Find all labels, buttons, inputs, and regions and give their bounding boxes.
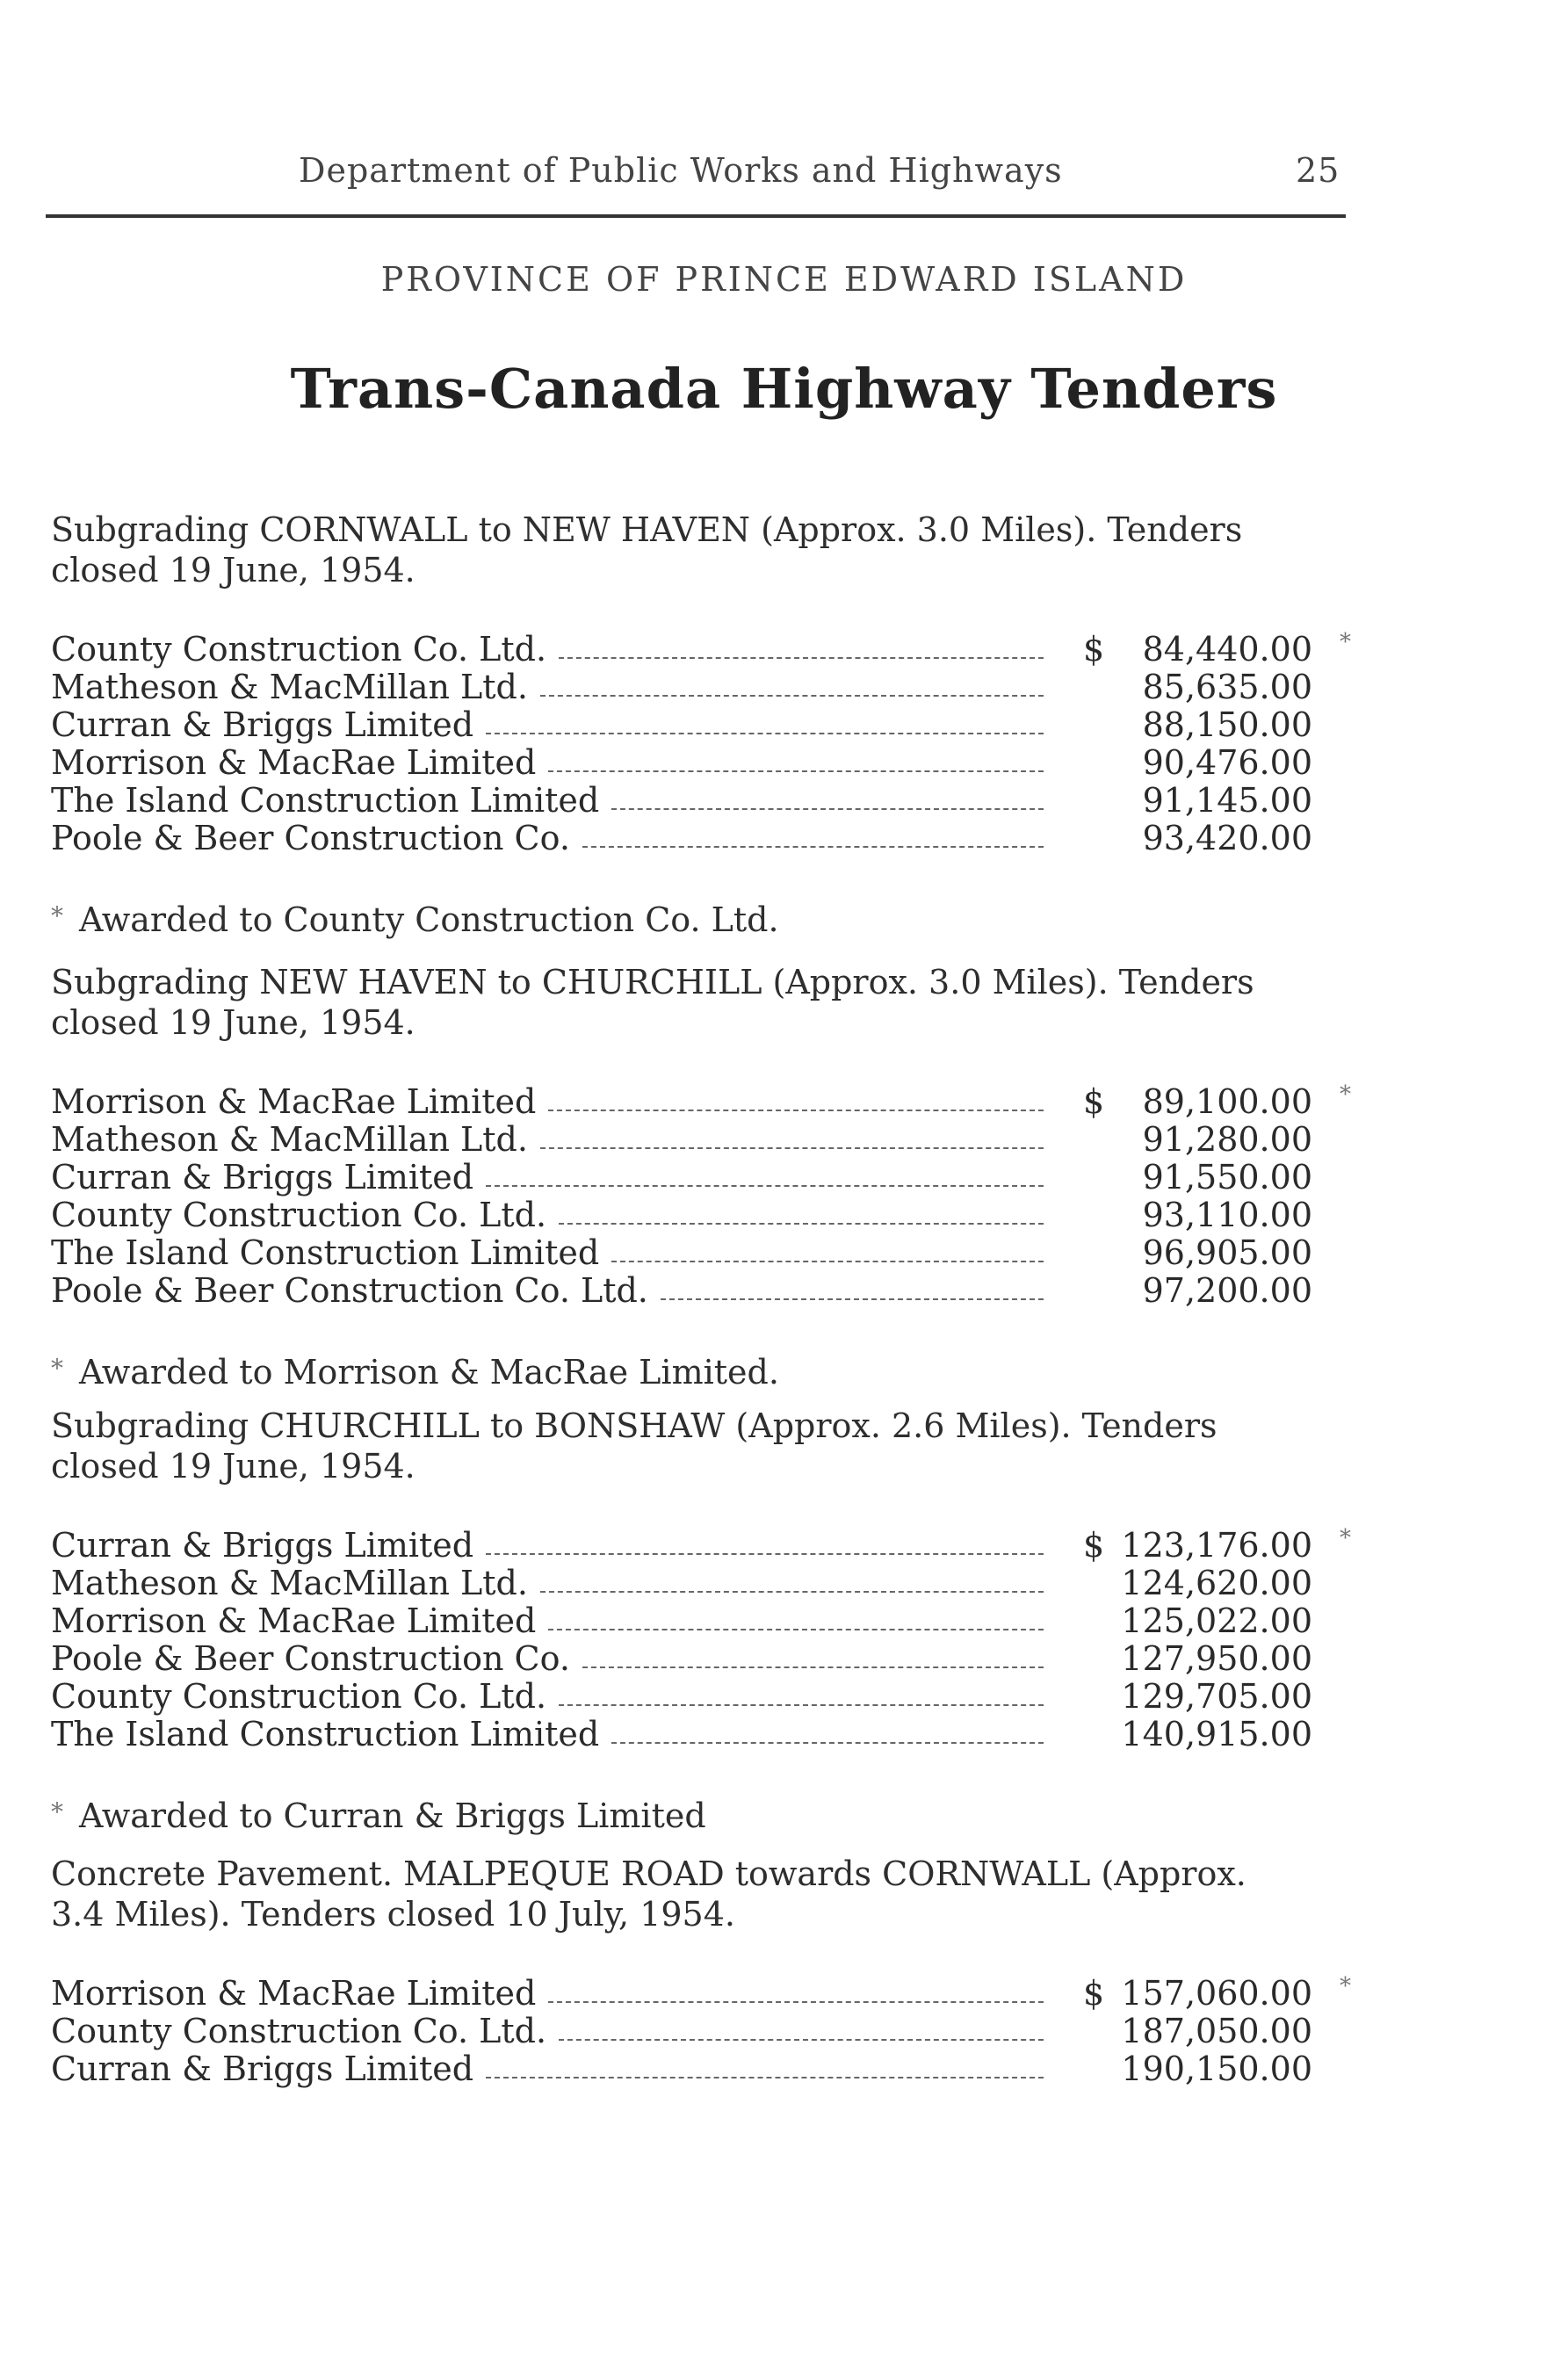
tender-row	[51, 744, 1351, 782]
tender-amount: 85,635.00	[1142, 668, 1312, 706]
dot-leader	[548, 2001, 1044, 2003]
dot-leader	[611, 808, 1044, 810]
tender-amount: 84,440.00	[1142, 630, 1312, 669]
dot-leader	[559, 2039, 1044, 2041]
tender-section	[51, 1854, 1351, 2088]
running-title: Department of Public Works and Highways	[299, 151, 1063, 190]
award-note	[51, 1348, 1351, 1392]
description-line: Subgrading CHURCHILL to BONSHAW (Approx. 2.6 Miles). Tenders	[51, 1406, 1218, 1445]
section-description	[51, 1406, 1351, 1486]
dot-leader	[582, 846, 1044, 848]
tender-amount: 157,060.00	[1121, 1974, 1312, 2013]
award-note	[51, 896, 1351, 940]
dollar-sign: $	[1083, 1974, 1105, 2013]
tender-amount: 125,022.00	[1121, 1601, 1312, 1640]
tender-section	[51, 510, 1351, 940]
tender-row	[51, 1121, 1351, 1159]
tender-amount: 127,950.00	[1121, 1639, 1312, 1678]
company-name: County Construction Co. Ltd.	[51, 1677, 547, 1716]
description-line: Subgrading NEW HAVEN to CHURCHILL (Approx. 3.0 Miles). Tenders	[51, 963, 1254, 1001]
tender-row	[51, 2013, 1351, 2050]
tender-amount: 91,550.00	[1142, 1158, 1312, 1196]
tender-row	[51, 2050, 1351, 2088]
tender-amount: 140,915.00	[1121, 1715, 1312, 1753]
tender-amount: 89,100.00	[1142, 1082, 1312, 1121]
description-line: closed 19 June, 1954.	[51, 551, 415, 589]
tender-section	[51, 1406, 1351, 1836]
company-name: Curran & Briggs Limited	[51, 2050, 474, 2088]
tender-amount: 123,176.00	[1121, 1526, 1312, 1565]
page-title: Trans-Canada Highway Tenders	[290, 357, 1278, 421]
tender-list	[51, 1975, 1351, 2088]
award-star-marker: *	[1340, 1081, 1351, 1108]
tender-row	[51, 1716, 1351, 1753]
dot-leader	[540, 695, 1044, 697]
award-star-marker: *	[1340, 1973, 1351, 1999]
tender-row	[51, 1083, 1351, 1121]
tender-amount: 187,050.00	[1121, 2012, 1312, 2050]
dot-leader	[582, 1666, 1044, 1668]
dot-leader	[540, 1147, 1044, 1149]
page-number: 25	[1296, 151, 1340, 190]
dot-leader	[486, 733, 1044, 734]
company-name: The Island Construction Limited	[51, 1233, 600, 1272]
dot-leader	[540, 1591, 1044, 1593]
section-description	[51, 510, 1351, 590]
tender-row	[51, 820, 1351, 857]
tender-row	[51, 1640, 1351, 1678]
company-name: Poole & Beer Construction Co.	[51, 1639, 570, 1678]
award-star-marker: *	[1340, 629, 1351, 655]
tender-row	[51, 669, 1351, 706]
tender-amount: 96,905.00	[1142, 1233, 1312, 1272]
section-description	[51, 962, 1351, 1043]
tender-row	[51, 1527, 1351, 1565]
tender-row	[51, 1602, 1351, 1640]
tender-list	[51, 1527, 1351, 1753]
dot-leader	[559, 1704, 1044, 1706]
dot-leader	[611, 1261, 1044, 1262]
tender-amount: 91,145.00	[1142, 781, 1312, 820]
dollar-sign: $	[1083, 1526, 1105, 1565]
tender-row	[51, 1975, 1351, 2013]
dot-leader	[548, 1110, 1044, 1111]
company-name: Morrison & MacRae Limited	[51, 1974, 537, 2013]
description-line: 3.4 Miles). Tenders closed 10 July, 1954.	[51, 1895, 735, 1934]
dot-leader	[559, 1223, 1044, 1225]
company-name: Poole & Beer Construction Co.	[51, 819, 570, 857]
tender-amount: 93,110.00	[1142, 1196, 1312, 1234]
company-name: Curran & Briggs Limited	[51, 1158, 474, 1196]
tender-amount: 91,280.00	[1142, 1120, 1312, 1159]
tender-amount: 90,476.00	[1142, 743, 1312, 782]
award-note-star: *	[51, 1797, 63, 1826]
section-description	[51, 1854, 1351, 1934]
award-text: Awarded to Curran & Briggs Limited	[79, 1796, 706, 1835]
tender-row	[51, 631, 1351, 669]
tender-row	[51, 1565, 1351, 1602]
tender-row	[51, 1678, 1351, 1716]
company-name: Morrison & MacRae Limited	[51, 743, 537, 782]
company-name: Curran & Briggs Limited	[51, 1526, 474, 1565]
award-text: Awarded to Morrison & MacRae Limited.	[79, 1353, 779, 1392]
dot-leader	[559, 657, 1044, 659]
tender-amount: 97,200.00	[1142, 1271, 1312, 1310]
award-text: Awarded to County Construction Co. Ltd.	[79, 900, 779, 939]
description-line: closed 19 June, 1954.	[51, 1003, 415, 1042]
company-name: County Construction Co. Ltd.	[51, 2012, 547, 2050]
award-note-star: *	[51, 901, 63, 930]
tender-row	[51, 1234, 1351, 1272]
description-line: Subgrading CORNWALL to NEW HAVEN (Approx. 3.0 Miles). Tenders	[51, 510, 1243, 549]
description-line: Concrete Pavement. MALPEQUE ROAD towards CORNWALL (Approx.	[51, 1854, 1246, 1893]
company-name: Morrison & MacRae Limited	[51, 1601, 537, 1640]
award-note	[51, 1792, 1351, 1836]
header-rule	[46, 214, 1346, 218]
dot-leader	[486, 2077, 1044, 2078]
company-name: The Island Construction Limited	[51, 781, 600, 820]
dot-leader	[486, 1553, 1044, 1555]
company-name: County Construction Co. Ltd.	[51, 630, 547, 669]
description-line: closed 19 June, 1954.	[51, 1447, 415, 1486]
tender-row	[51, 1159, 1351, 1196]
tender-row	[51, 1196, 1351, 1234]
dot-leader	[548, 1629, 1044, 1630]
company-name: County Construction Co. Ltd.	[51, 1196, 547, 1234]
dollar-sign: $	[1083, 1082, 1105, 1121]
tender-row	[51, 1272, 1351, 1310]
tender-row	[51, 706, 1351, 744]
company-name: Morrison & MacRae Limited	[51, 1082, 537, 1121]
company-name: Matheson & MacMillan Ltd.	[51, 1120, 528, 1159]
tender-amount: 88,150.00	[1142, 705, 1312, 744]
dot-leader	[548, 770, 1044, 772]
company-name: Matheson & MacMillan Ltd.	[51, 1564, 528, 1602]
tender-section	[51, 962, 1351, 1392]
dot-leader	[611, 1742, 1044, 1744]
company-name: The Island Construction Limited	[51, 1715, 600, 1753]
company-name: Poole & Beer Construction Co. Ltd.	[51, 1271, 648, 1310]
company-name: Curran & Briggs Limited	[51, 705, 474, 744]
dot-leader	[661, 1298, 1044, 1300]
tender-amount: 190,150.00	[1121, 2050, 1312, 2088]
award-note-star: *	[51, 1354, 63, 1383]
tender-amount: 124,620.00	[1121, 1564, 1312, 1602]
tender-amount: 93,420.00	[1142, 819, 1312, 857]
tender-list	[51, 631, 1351, 857]
dot-leader	[486, 1185, 1044, 1187]
dollar-sign: $	[1083, 630, 1105, 669]
tender-row	[51, 782, 1351, 820]
company-name: Matheson & MacMillan Ltd.	[51, 668, 528, 706]
tender-list	[51, 1083, 1351, 1310]
province-heading: PROVINCE OF PRINCE EDWARD ISLAND	[380, 260, 1188, 299]
award-star-marker: *	[1340, 1525, 1351, 1551]
tender-amount: 129,705.00	[1121, 1677, 1312, 1716]
